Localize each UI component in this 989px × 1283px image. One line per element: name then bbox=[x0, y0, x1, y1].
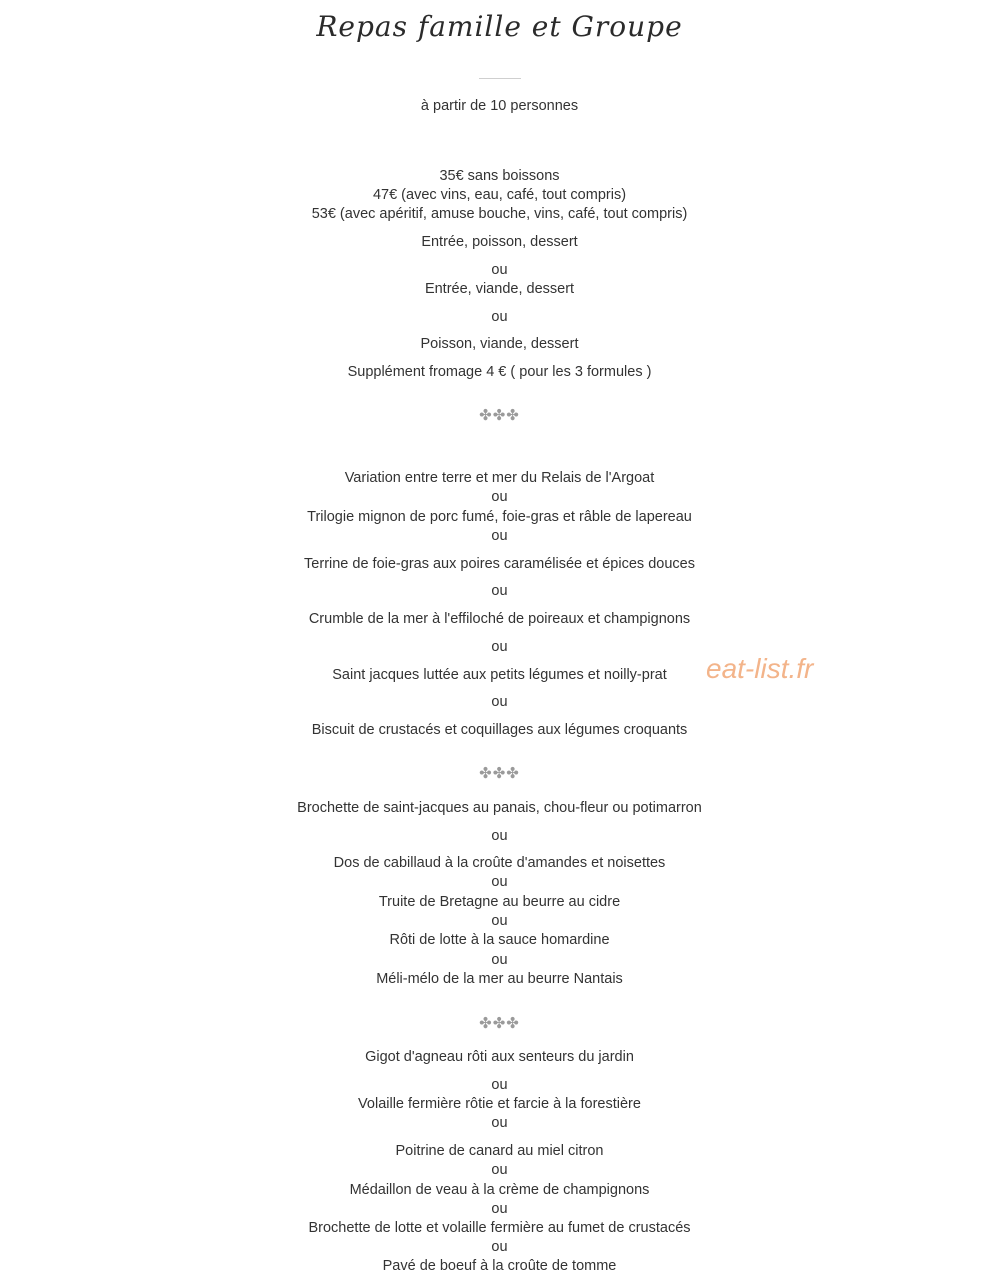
formula-line: Entrée, poisson, dessert bbox=[421, 234, 578, 250]
fish-item: Méli-mélo de la mer au beurre Nantais bbox=[376, 971, 623, 987]
formula-line: Entrée, viande, dessert bbox=[424, 281, 575, 297]
formula-line: Poisson, viande, dessert bbox=[420, 336, 579, 352]
price-line: 53€ (avec apéritif, amuse bouche, vins, café, tout compris) bbox=[311, 206, 688, 222]
separator-ou: ou bbox=[491, 309, 508, 325]
separator-ou: ou bbox=[491, 828, 508, 844]
separator-ou: ou bbox=[491, 639, 508, 655]
separator-ou: ou bbox=[491, 874, 508, 890]
separator-ou: ou bbox=[491, 694, 508, 710]
meat-item: Volaille fermière rôtie et farcie à la forestière bbox=[358, 1096, 641, 1112]
menu-title: Repas famille et Groupe bbox=[316, 10, 683, 43]
starter-item: Biscuit de crustacés et coquillages aux légumes croquants bbox=[311, 722, 688, 738]
meat-item: Gigot d'agneau rôti aux senteurs du jardin bbox=[365, 1049, 634, 1065]
fish-item: Dos de cabillaud à la croûte d'amandes et noisettes bbox=[333, 855, 666, 871]
separator-ou: ou bbox=[491, 952, 508, 968]
title-divider bbox=[479, 78, 521, 79]
fish-item: Truite de Bretagne au beurre au cidre bbox=[378, 894, 621, 910]
starter-item: Terrine de foie-gras aux poires caramélisée et épices douces bbox=[304, 556, 695, 572]
separator-ou: ou bbox=[491, 583, 508, 599]
ornament-divider: ✤✤✤ bbox=[479, 765, 520, 782]
price-line: 35€ sans boissons bbox=[439, 168, 560, 184]
ornament-divider: ✤✤✤ bbox=[479, 1015, 520, 1032]
meat-item: Brochette de lotte et volaille fermière au fumet de crustacés bbox=[308, 1220, 691, 1236]
price-line: 47€ (avec vins, eau, café, tout compris) bbox=[372, 187, 627, 203]
fish-item: Brochette de saint-jacques au panais, chou-fleur ou potimarron bbox=[297, 800, 702, 816]
starter-item: Trilogie mignon de porc fumé, foie-gras et râble de lapereau bbox=[307, 509, 692, 525]
fish-item: Rôti de lotte à la sauce homardine bbox=[389, 932, 610, 948]
separator-ou: ou bbox=[491, 1115, 508, 1131]
cheese-supplement: Supplément fromage 4 € ( pour les 3 formules ) bbox=[347, 364, 652, 380]
separator-ou: ou bbox=[491, 1201, 508, 1217]
separator-ou: ou bbox=[491, 1162, 508, 1178]
separator-ou: ou bbox=[491, 489, 508, 505]
meat-item: Médaillon de veau à la crème de champignons bbox=[349, 1182, 650, 1198]
separator-ou: ou bbox=[491, 1239, 508, 1255]
separator-ou: ou bbox=[491, 1077, 508, 1093]
watermark: eat-list.fr bbox=[706, 653, 814, 684]
separator-ou: ou bbox=[491, 528, 508, 544]
separator-ou: ou bbox=[491, 262, 508, 278]
starter-item: Crumble de la mer à l'effiloché de poireaux et champignons bbox=[308, 611, 691, 627]
separator-ou: ou bbox=[491, 913, 508, 929]
starter-item: Saint jacques luttée aux petits légumes et noilly-prat bbox=[332, 667, 667, 683]
meat-item: Pavé de boeuf à la croûte de tomme bbox=[382, 1258, 617, 1274]
group-size-note: à partir de 10 personnes bbox=[420, 98, 579, 114]
ornament-divider: ✤✤✤ bbox=[479, 407, 520, 424]
starter-item: Variation entre terre et mer du Relais de l'Argoat bbox=[344, 470, 655, 486]
meat-item: Poitrine de canard au miel citron bbox=[395, 1143, 604, 1159]
